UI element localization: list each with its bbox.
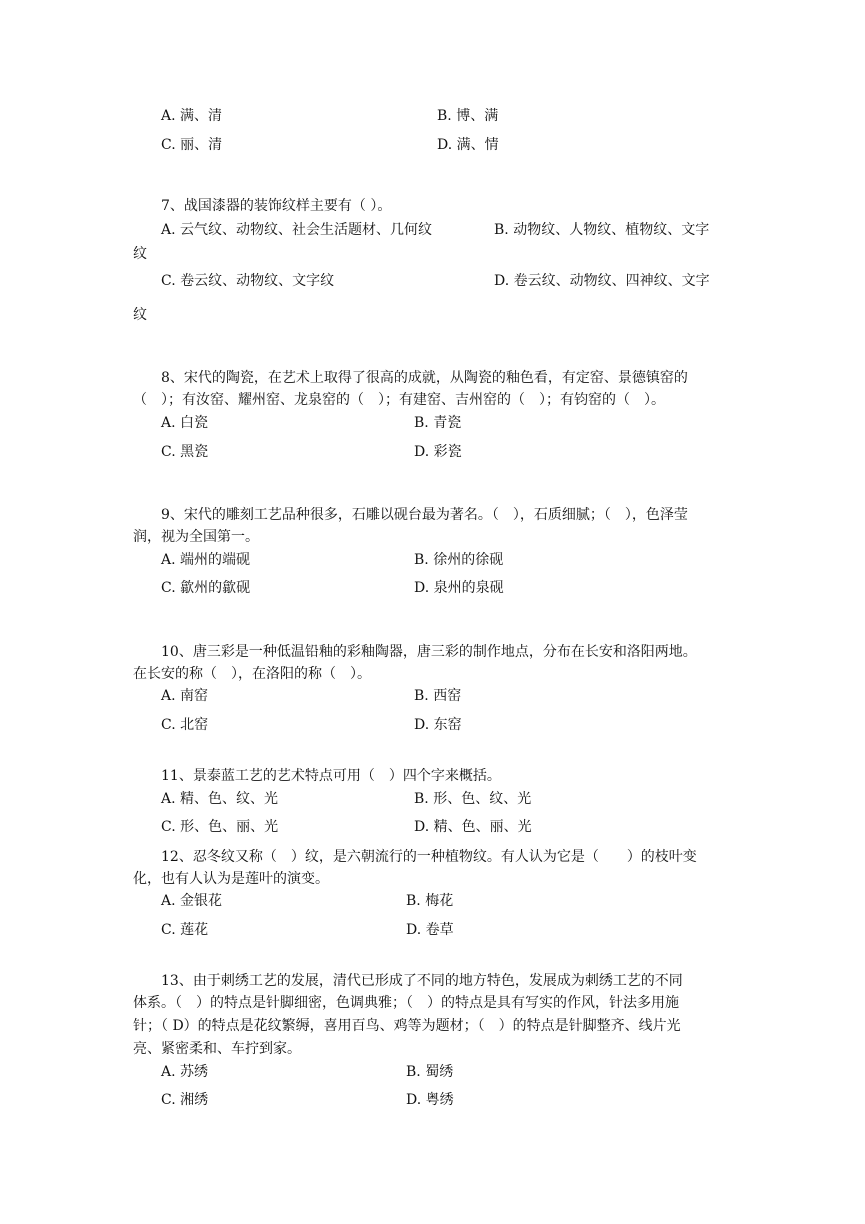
question-8-continued: （ ）；有汝窑、耀州窑、龙泉窑的（ ）；有建窑、吉州窑的（ ）；有钧窑的（ ）。	[133, 392, 665, 408]
option-c: C. 歙州的歙砚	[161, 580, 251, 596]
question-12: 12、忍冬纹又称（ ）纹，是六朝流行的一种植物纹。有人认为它是（ ）的枝叶变	[161, 849, 697, 865]
option-c: C. 莲花	[161, 922, 209, 938]
option-b: B. 博、满	[437, 108, 499, 124]
option-a: A. 精、色、纹、光	[161, 791, 279, 807]
option-b-continued: 纹	[133, 246, 147, 262]
question-10-continued: 在长安的称（ ），在洛阳的称（ ）。	[133, 666, 371, 682]
option-d: D. 满、情	[437, 137, 499, 153]
option-b: B. 蜀绣	[406, 1064, 454, 1080]
question-13-line-2: 体系。（ ）的特点是针脚细密，色调典雅；（ ）的特点是具有写实的作风，针法多用施	[133, 995, 679, 1011]
option-a: A. 云气纹、动物纹、社会生活题材、几何纹	[161, 222, 433, 238]
question-13-line-3: 针；（ D）的特点是花纹繁缛，喜用百鸟、鸡等为题材；（ ）的特点是针脚整齐、线片光	[133, 1018, 681, 1034]
option-c: C. 北窑	[161, 717, 209, 733]
question-12-continued: 化，也有人认为是莲叶的演变。	[133, 871, 329, 887]
option-a: A. 端州的端砚	[161, 552, 251, 568]
option-b: B. 青瓷	[414, 415, 462, 431]
option-a: A. 南窑	[161, 688, 209, 704]
option-a: A. 金银花	[161, 893, 223, 909]
option-d: D. 泉州的泉砚	[414, 580, 504, 596]
option-c: C. 黑瓷	[161, 444, 209, 460]
option-c: C. 湘绣	[161, 1092, 209, 1108]
question-13: 13、由于刺绣工艺的发展，清代已形成了不同的地方特色，发展成为刺绣工艺的不同	[161, 973, 683, 989]
question-7: 7、战国漆器的装饰纹样主要有（ ）。	[161, 198, 392, 214]
option-b: B. 徐州的徐砚	[414, 552, 504, 568]
option-d: D. 卷云纹、动物纹、四神纹、文字	[494, 273, 710, 289]
option-b: B. 动物纹、人物纹、植物纹、文字	[494, 222, 710, 238]
option-c: C. 丽、清	[161, 137, 223, 153]
option-d: D. 卷草	[406, 922, 454, 938]
option-d-continued: 纹	[133, 307, 147, 323]
question-10: 10、唐三彩是一种低温铅釉的彩釉陶器，唐三彩的制作地点，分布在长安和洛阳两地。	[161, 644, 697, 660]
question-11: 11、景泰蓝工艺的艺术特点可用（ ）四个字来概括。	[161, 768, 501, 784]
question-9-continued: 润，视为全国第一。	[133, 529, 259, 545]
option-c: C. 形、色、丽、光	[161, 819, 279, 835]
option-d: D. 东窑	[414, 717, 462, 733]
question-13-line-4: 亮、紧密柔和、车拧到家。	[133, 1041, 301, 1057]
option-a: A. 白瓷	[161, 415, 209, 431]
option-d: D. 精、色、丽、光	[414, 819, 532, 835]
option-b: B. 西窑	[414, 688, 462, 704]
option-a: A. 满、清	[161, 108, 223, 124]
question-9: 9、宋代的雕刻工艺品种很多，石雕以砚台最为著名。（ ），石质细腻；（ ），色泽莹	[161, 507, 688, 523]
option-d: D. 彩瓷	[414, 444, 462, 460]
option-b: B. 梅花	[406, 893, 454, 909]
option-b: B. 形、色、纹、光	[414, 791, 532, 807]
option-a: A. 苏绣	[161, 1064, 209, 1080]
question-8: 8、宋代的陶瓷，在艺术上取得了很高的成就，从陶瓷的釉色看，有定窑、景德镇窑的	[161, 370, 688, 386]
option-c: C. 卷云纹、动物纹、文字纹	[161, 273, 335, 289]
option-d: D. 粤绣	[406, 1092, 454, 1108]
